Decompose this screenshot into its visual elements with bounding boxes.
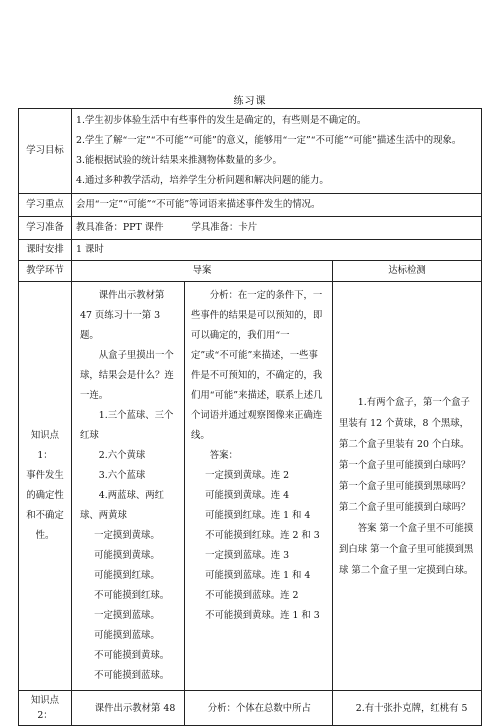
kp1-label-line: 事件发生 bbox=[26, 470, 64, 481]
kp2-analysis: 分析：个体在总数中所占 bbox=[185, 691, 333, 726]
label-key-points: 学习重点 bbox=[19, 194, 72, 217]
header-check: 达标检测 bbox=[333, 261, 482, 282]
check-answer: 答案 第一个盒子里不可能摸到白球 第一个盒子里可能摸到黑球 第二个盒子里一定摸到白球。 bbox=[339, 522, 474, 576]
row-key-points bbox=[19, 194, 482, 217]
exercise-statement: 不可能摸到蓝球。 bbox=[94, 670, 170, 681]
objective-item: 4.通过多种教学活动，培养学生分析问题和解决问题的能力。 bbox=[76, 175, 329, 186]
prep-content bbox=[72, 217, 482, 240]
check-question: 1.有两个盒子，第一个盒子里装有 12 个黄球，8 个黑球，第二个盒子里装有 20 个白球。第一个盒子里可能摸到白球吗？第一个盒子里可能摸到黑球吗？第二个盒子里可能摸到白球吗？ bbox=[339, 396, 471, 513]
exercise-option: 3.六个蓝球 bbox=[98, 470, 146, 481]
kp1-exercise bbox=[72, 282, 185, 691]
objective-item: 3.能根据试验的统计结果来推测物体数量的多少。 bbox=[76, 155, 282, 166]
objectives-content bbox=[72, 109, 482, 194]
row-knowledge-point-2 bbox=[19, 691, 482, 726]
objective-item: 2.学生了解“一定”“不可能”“可能”的意义，能够用“一定”“不可能”“可能”描述生活中的现象。 bbox=[76, 135, 462, 146]
answer-line: 一定摸到蓝球。连 3 bbox=[205, 550, 290, 561]
row-schedule bbox=[19, 240, 482, 261]
lesson-plan-table bbox=[18, 108, 482, 726]
header-stage: 教学环节 bbox=[19, 261, 72, 282]
schedule-content: 1 课时 bbox=[72, 240, 482, 261]
exercise-statement: 可能摸到蓝球。 bbox=[94, 630, 160, 641]
key-points-content: 会用“一定”“可能”“不可能”等词语来描述事件发生的情况。 bbox=[72, 194, 482, 217]
exercise-text: 从盒子里摸出一个球，结果会是什么？连一连。 bbox=[80, 350, 174, 401]
exercise-option: 1.三个蓝球、三个红球 bbox=[80, 410, 174, 441]
exercise-statement: 可能摸到红球。 bbox=[94, 570, 160, 581]
answer-line: 不可能摸到黄球。连 1 和 3 bbox=[205, 610, 320, 621]
student-prep: 学具准备：卡片 bbox=[191, 222, 258, 234]
answer-line: 可能摸到红球。连 1 和 4 bbox=[205, 510, 311, 521]
answer-line: 不可能摸到蓝球。连 2 bbox=[205, 590, 299, 601]
label-prep: 学习准备 bbox=[19, 217, 72, 240]
exercise-statement: 可能摸到黄球。 bbox=[94, 550, 160, 561]
row-objectives bbox=[19, 109, 482, 194]
page-title: 练习课 bbox=[233, 96, 267, 107]
teacher-prep: 教具准备：PPT 课件 bbox=[76, 222, 164, 234]
answer-line: 一定摸到黄球。连 2 bbox=[205, 470, 290, 481]
kp2-check: 2.有十张扑克牌，红桃有 5 bbox=[333, 691, 482, 726]
row-prep bbox=[19, 217, 482, 240]
row-knowledge-point-1 bbox=[19, 282, 482, 691]
exercise-statement: 不可能摸到黄球。 bbox=[94, 650, 170, 661]
kp1-analysis bbox=[185, 282, 333, 691]
exercise-option: 4.两蓝球、两红球、两黄球 bbox=[80, 490, 164, 521]
objective-item: 1.学生初步体验生活中有些事件的发生是确定的，有些则是不确定的。 bbox=[76, 115, 367, 126]
exercise-option: 2.六个黄球 bbox=[98, 450, 146, 461]
answer-line: 不可能摸到红球。连 2 和 3 bbox=[205, 530, 320, 541]
label-objectives: 学习目标 bbox=[19, 109, 72, 194]
label-schedule: 课时安排 bbox=[19, 240, 72, 261]
exercise-statement: 一定摸到黄球。 bbox=[94, 530, 160, 541]
exercise-statement: 不可能摸到红球。 bbox=[94, 590, 170, 601]
row-header bbox=[19, 261, 482, 282]
label-knowledge-point-2: 知识点 2： bbox=[19, 691, 72, 726]
answer-heading: 答案： bbox=[209, 450, 238, 461]
label-knowledge-point-1 bbox=[19, 282, 72, 691]
exercise-statement: 一定摸到蓝球。 bbox=[94, 610, 160, 621]
kp1-label-line: 性。 bbox=[35, 530, 55, 541]
kp1-label-line: 知识点 1： bbox=[30, 430, 60, 461]
kp2-exercise: 课件出示教材第 48 bbox=[72, 691, 185, 726]
kp1-check bbox=[333, 282, 482, 691]
analysis-text: 分析：在一定的条件下，一些事件的结果是可以预知的，即可以确定的，我们用“一定”或“不可能”来描述，一些事件是不可预知的，不确定的，我们用“可能”来描述，联系上述几个词语并通过观察图像来正确连线。 bbox=[191, 290, 323, 441]
kp1-label-line: 和不确定 bbox=[26, 510, 64, 521]
answer-line: 可能摸到蓝球。连 1 和 4 bbox=[205, 570, 311, 581]
kp1-label-line: 的确定性 bbox=[26, 490, 64, 501]
exercise-text: 课件出示教材第 47 页练习十一第 3 题。 bbox=[80, 290, 165, 341]
answer-line: 可能摸到黄球。连 4 bbox=[205, 490, 290, 501]
header-guide: 导案 bbox=[72, 261, 333, 282]
